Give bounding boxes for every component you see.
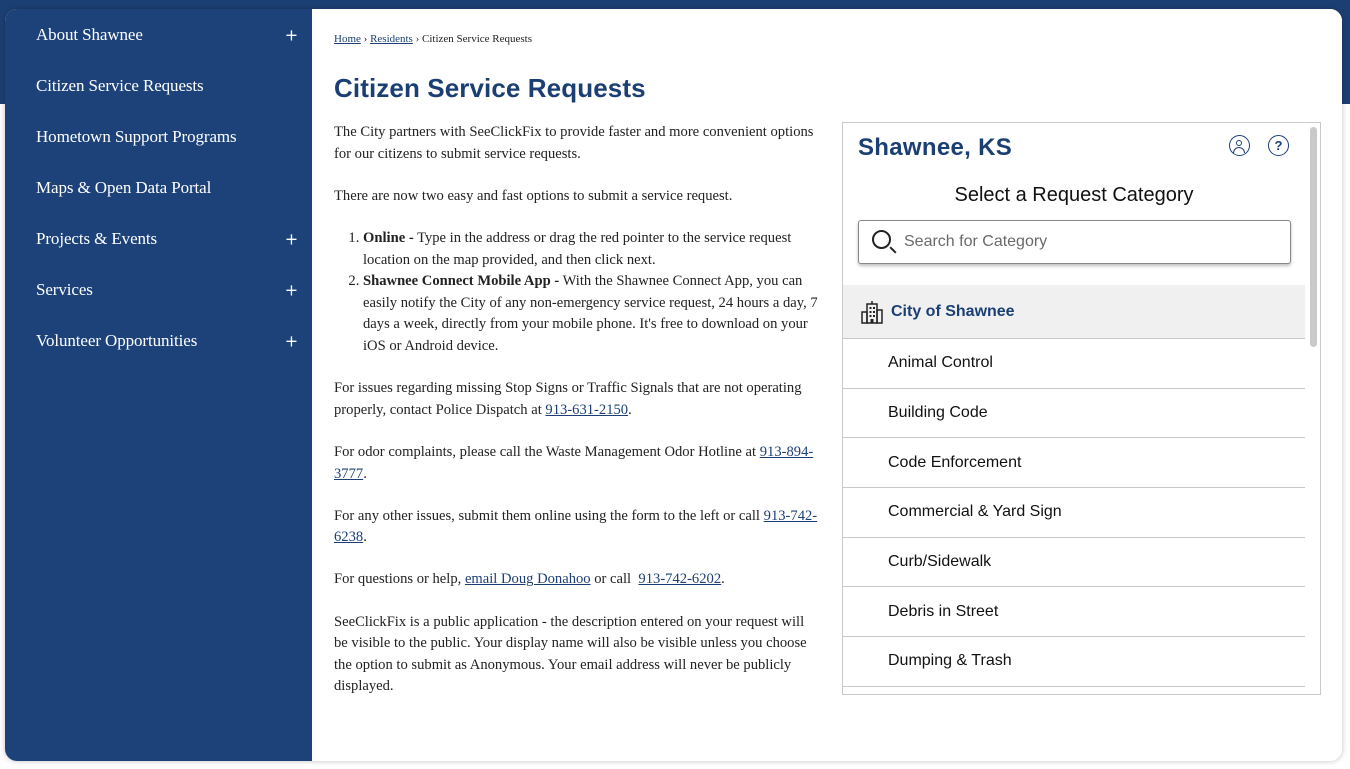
- building-icon: [861, 300, 883, 324]
- questions-phone-link[interactable]: 913-742-6202: [638, 571, 722, 588]
- sidebar-item-label: Maps & Open Data Portal: [36, 177, 212, 197]
- expand-plus-icon[interactable]: +: [284, 280, 298, 299]
- option-app-text: With the Shawnee Connect App, you can easily notify the City of any non-emergency service request, 24 hours a day, 7 days a week, directly from your mobile phone. It's free to download on your iOS or Android device.: [363, 273, 818, 354]
- user-account-icon[interactable]: [1229, 135, 1250, 156]
- list-item: [363, 228, 819, 271]
- sidebar-item-label: Volunteer Opportunities: [36, 330, 198, 350]
- widget-city-title: Shawnee, KS: [858, 134, 1013, 161]
- page-title: Citizen Service Requests: [334, 73, 646, 103]
- options-list: [363, 228, 819, 358]
- option-app-label: Shawnee Connect Mobile App -: [363, 273, 560, 290]
- body-text: [334, 122, 819, 719]
- sidebar-item-projects-events[interactable]: [5, 213, 312, 264]
- breadcrumb-current: Citizen Service Requests: [422, 33, 532, 45]
- category-group-city-of-shawnee: [843, 285, 1305, 339]
- sidebar-item-label: About Shawnee: [36, 24, 143, 44]
- period: .: [628, 401, 632, 418]
- stop-signs-text: For issues regarding missing Stop Signs or Traffic Signals that are not operating properly, contact Police Dispatch at: [334, 380, 802, 418]
- sidebar-item-label: Citizen Service Requests: [36, 75, 204, 95]
- category-item-commercial-yard-sign[interactable]: Commercial & Yard Sign: [843, 488, 1305, 538]
- police-dispatch-phone-link[interactable]: 913-631-2150: [545, 401, 629, 418]
- stop-signs-paragraph: [334, 378, 819, 421]
- search-icon: [872, 230, 891, 249]
- intro-paragraph: The City partners with SeeClickFix to provide faster and more convenient options for our citizens to submit service requests.: [334, 124, 814, 162]
- questions-text: For questions or help,: [334, 571, 465, 588]
- category-item-code-enforcement[interactable]: Code Enforcement: [843, 438, 1305, 488]
- questions-paragraph: [334, 569, 819, 591]
- breadcrumb-separator: ›: [360, 33, 371, 45]
- category-item-dumping-trash[interactable]: Dumping & Trash: [843, 637, 1305, 687]
- category-item-curb-sidewalk[interactable]: Curb/Sidewalk: [843, 538, 1305, 588]
- breadcrumb-home-link[interactable]: Home: [334, 33, 361, 45]
- category-search-input[interactable]: [904, 221, 1284, 263]
- option-online-label: Online -: [363, 229, 414, 246]
- odor-text: For odor complaints, please call the Waste Management Odor Hotline at: [334, 443, 760, 460]
- expand-plus-icon[interactable]: +: [284, 229, 298, 248]
- questions-or-text: or call: [590, 571, 639, 588]
- list-item: [363, 271, 819, 357]
- content-card: [5, 9, 1342, 761]
- user-icon-shoulders: [1233, 147, 1245, 153]
- option-online-text: Type in the address or drag the red pointer to the service request location on the map provided, and then click next.: [363, 229, 792, 268]
- sidebar-item-label: Hometown Support Programs: [36, 126, 237, 146]
- user-icon-head: [1236, 140, 1242, 146]
- period: .: [363, 529, 367, 546]
- sidebar-item-maps-open-data[interactable]: [5, 162, 312, 213]
- breadcrumb: [334, 33, 532, 45]
- options-intro-paragraph: There are now two easy and fast options to submit a service request.: [334, 187, 733, 204]
- sidebar-item-hometown-support-programs[interactable]: [5, 111, 312, 162]
- category-list: [843, 339, 1305, 687]
- category-item-building-code[interactable]: Building Code: [843, 389, 1305, 439]
- other-issues-phone-link[interactable]: 913-742-6238: [334, 507, 818, 546]
- sidebar-item-label: Services: [36, 279, 93, 299]
- sidebar: [5, 9, 312, 761]
- period: .: [721, 571, 725, 588]
- category-search-box[interactable]: [858, 220, 1291, 264]
- expand-plus-icon[interactable]: +: [284, 331, 298, 350]
- breadcrumb-residents-link[interactable]: Residents: [370, 33, 413, 45]
- odor-hotline-phone-link[interactable]: 913-894-3777: [334, 443, 814, 482]
- public-notice-paragraph: SeeClickFix is a public application - the description entered on your request will be visible to the public. Your display name will also be visible unless you choose the option to submit as Anonymous. Your email address will never be publicly displayed.: [334, 613, 807, 695]
- request-category-heading: Select a Request Category: [954, 184, 1194, 206]
- sidebar-item-about-shawnee[interactable]: [5, 9, 312, 60]
- other-issues-text: For any other issues, submit them online using the form to the left or call: [334, 507, 764, 524]
- period: .: [363, 465, 367, 482]
- help-icon[interactable]: ?: [1268, 135, 1289, 156]
- widget-scrollbar[interactable]: [1310, 127, 1317, 347]
- category-item-animal-control[interactable]: Animal Control: [843, 339, 1305, 389]
- seeclickfix-widget: [842, 122, 1321, 695]
- email-doug-link[interactable]: email Doug Donahoo: [464, 571, 591, 588]
- sidebar-item-citizen-service-requests[interactable]: [5, 60, 312, 111]
- main-content: [312, 9, 1342, 761]
- category-item-debris-in-street[interactable]: Debris in Street: [843, 587, 1305, 637]
- category-group-label: City of Shawnee: [891, 302, 1015, 320]
- breadcrumb-separator: ›: [412, 33, 423, 45]
- odor-paragraph: [334, 442, 819, 485]
- sidebar-item-volunteer-opportunities[interactable]: [5, 315, 312, 366]
- sidebar-item-services[interactable]: [5, 264, 312, 315]
- expand-plus-icon[interactable]: +: [284, 25, 298, 44]
- sidebar-item-label: Projects & Events: [36, 228, 158, 248]
- other-issues-paragraph: [334, 506, 819, 549]
